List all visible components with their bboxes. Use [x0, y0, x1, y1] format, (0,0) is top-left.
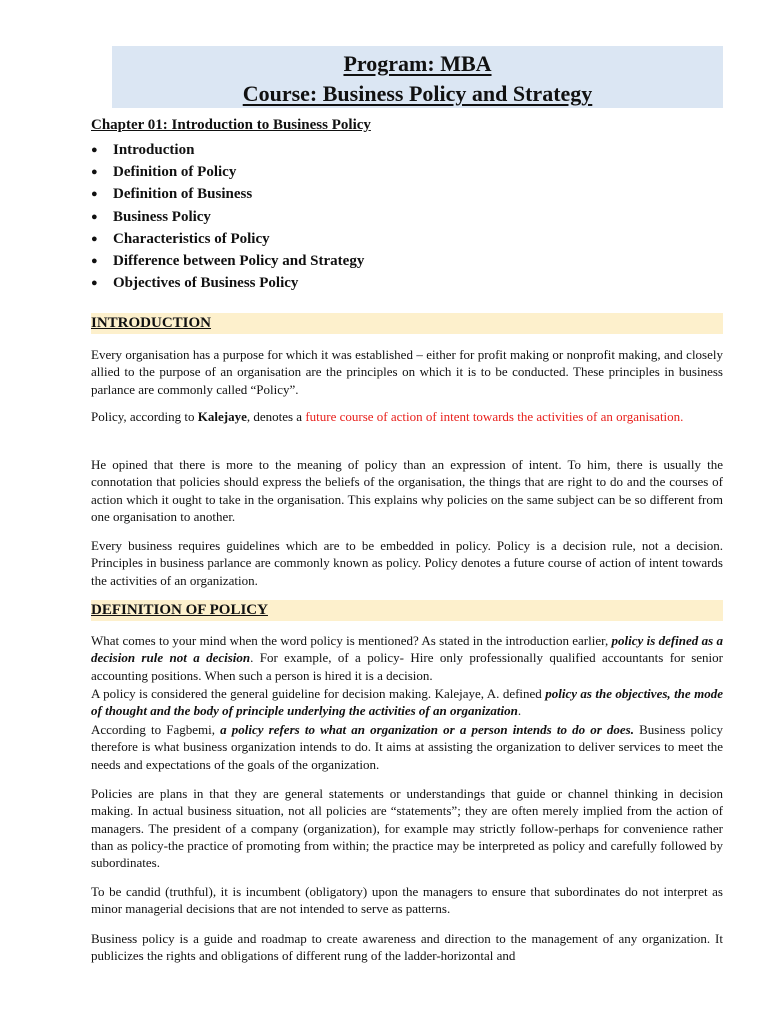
program-title: Program: MBA — [343, 51, 492, 76]
bullet-icon: ● — [91, 166, 98, 179]
definition-paragraph-1: What comes to your mind when the word policy is mentioned? As stated in the introduction earlier, policy is defined as a decision rule not a decision. For example, of a policy- Hire only professionally qualified accountants for senior accounting positions. When such a person is hired it is a decision. — [91, 633, 723, 683]
topic-list — [91, 139, 364, 294]
intro-paragraph-2: Policy, according to Kalejaye, denotes a future course of action of intent towards the activities of an organisation. — [91, 409, 684, 424]
introduction-heading: INTRODUCTION — [91, 313, 723, 334]
list-item: ● Difference between Policy and Strategy — [91, 250, 364, 272]
definition-paragraph-6: Business policy is a guide and roadmap to create awareness and direction to the management of any organization. It publicizes the rights and obligations of different rung of the ladder-horizontal and — [91, 931, 723, 964]
title-banner — [112, 46, 723, 108]
intro-paragraph-1: Every organisation has a purpose for which it was established – either for profit making or nonprofit making, and closely allied to the purpose of an organisation are the principles on which it is to be conducted. These principles in business parlance are commonly called “Policy”. — [91, 347, 723, 397]
bullet-icon: ● — [91, 188, 98, 201]
intro-paragraph-3: He opined that there is more to the meaning of policy than an expression of intent. To him, there is usually the connotation that policies should express the beliefs of the organisation, the things that are right to do and the courses of action which it ought to take in the organisation. This explains why policies on the same subject can be so different from one organisation to another. — [91, 457, 723, 524]
list-item: ● Introduction — [91, 139, 364, 161]
list-item: ● Definition of Business — [91, 183, 364, 205]
bullet-icon: ● — [91, 210, 98, 223]
bullet-icon: ● — [91, 144, 98, 156]
author-name: Kalejaye — [197, 409, 247, 424]
definition-paragraph-2: A policy is considered the general guideline for decision making. Kalejaye, A. defined policy as the objectives, the mode of thought and the body of principle underlying the activities of an organization. — [91, 686, 723, 719]
list-item: ● Characteristics of Policy — [91, 228, 364, 250]
list-item: ● Business Policy — [91, 206, 364, 228]
list-item: ● Objectives of Business Policy — [91, 272, 364, 294]
intro-paragraph-4: Every business requires guidelines which are to be embedded in policy. Policy is a decision rule, not a decision. Principles in business parlance are commonly known as policy. Policy denotes a future course of action of intent towards the activities of an organization. — [91, 538, 723, 588]
list-item: ● Definition of Policy — [91, 161, 364, 183]
bullet-icon: ● — [91, 255, 98, 268]
course-title: Course: Business Policy and Strategy — [242, 81, 593, 106]
definition-paragraph-4: Policies are plans in that they are general statements or understandings that guide or channel thinking in decision making. In actual business situation, not all policies are “statements”; they are often merely implied from the action of managers. The president of a company (organization), for example may strictly follow-perhaps for convenience rather than as policy-the practice of promoting from within; the practice may be interpreted as policy and carefully followed by subordinates. — [91, 786, 723, 871]
definition-paragraph-3: According to Fagbemi, a policy refers to what an organization or a person intends to do or does. Business policy therefore is what business organization intends to do. It aims at assisting the organization to deliver services to meet the needs and expectations of the goals of the organization. — [91, 722, 723, 772]
definition-heading: DEFINITION OF POLICY — [91, 600, 723, 621]
definition-paragraph-5: To be candid (truthful), it is incumbent (obligatory) upon the managers to ensure that subordinates do not interpret as minor managerial decisions that are not intended to serve as patterns. — [91, 884, 723, 917]
bullet-icon: ● — [91, 277, 98, 290]
chapter-heading: Chapter 01: Introduction to Business Policy — [91, 117, 371, 133]
bullet-icon: ● — [91, 232, 98, 245]
highlighted-definition: future course of action of intent towards the activities of an organisation. — [305, 409, 684, 424]
